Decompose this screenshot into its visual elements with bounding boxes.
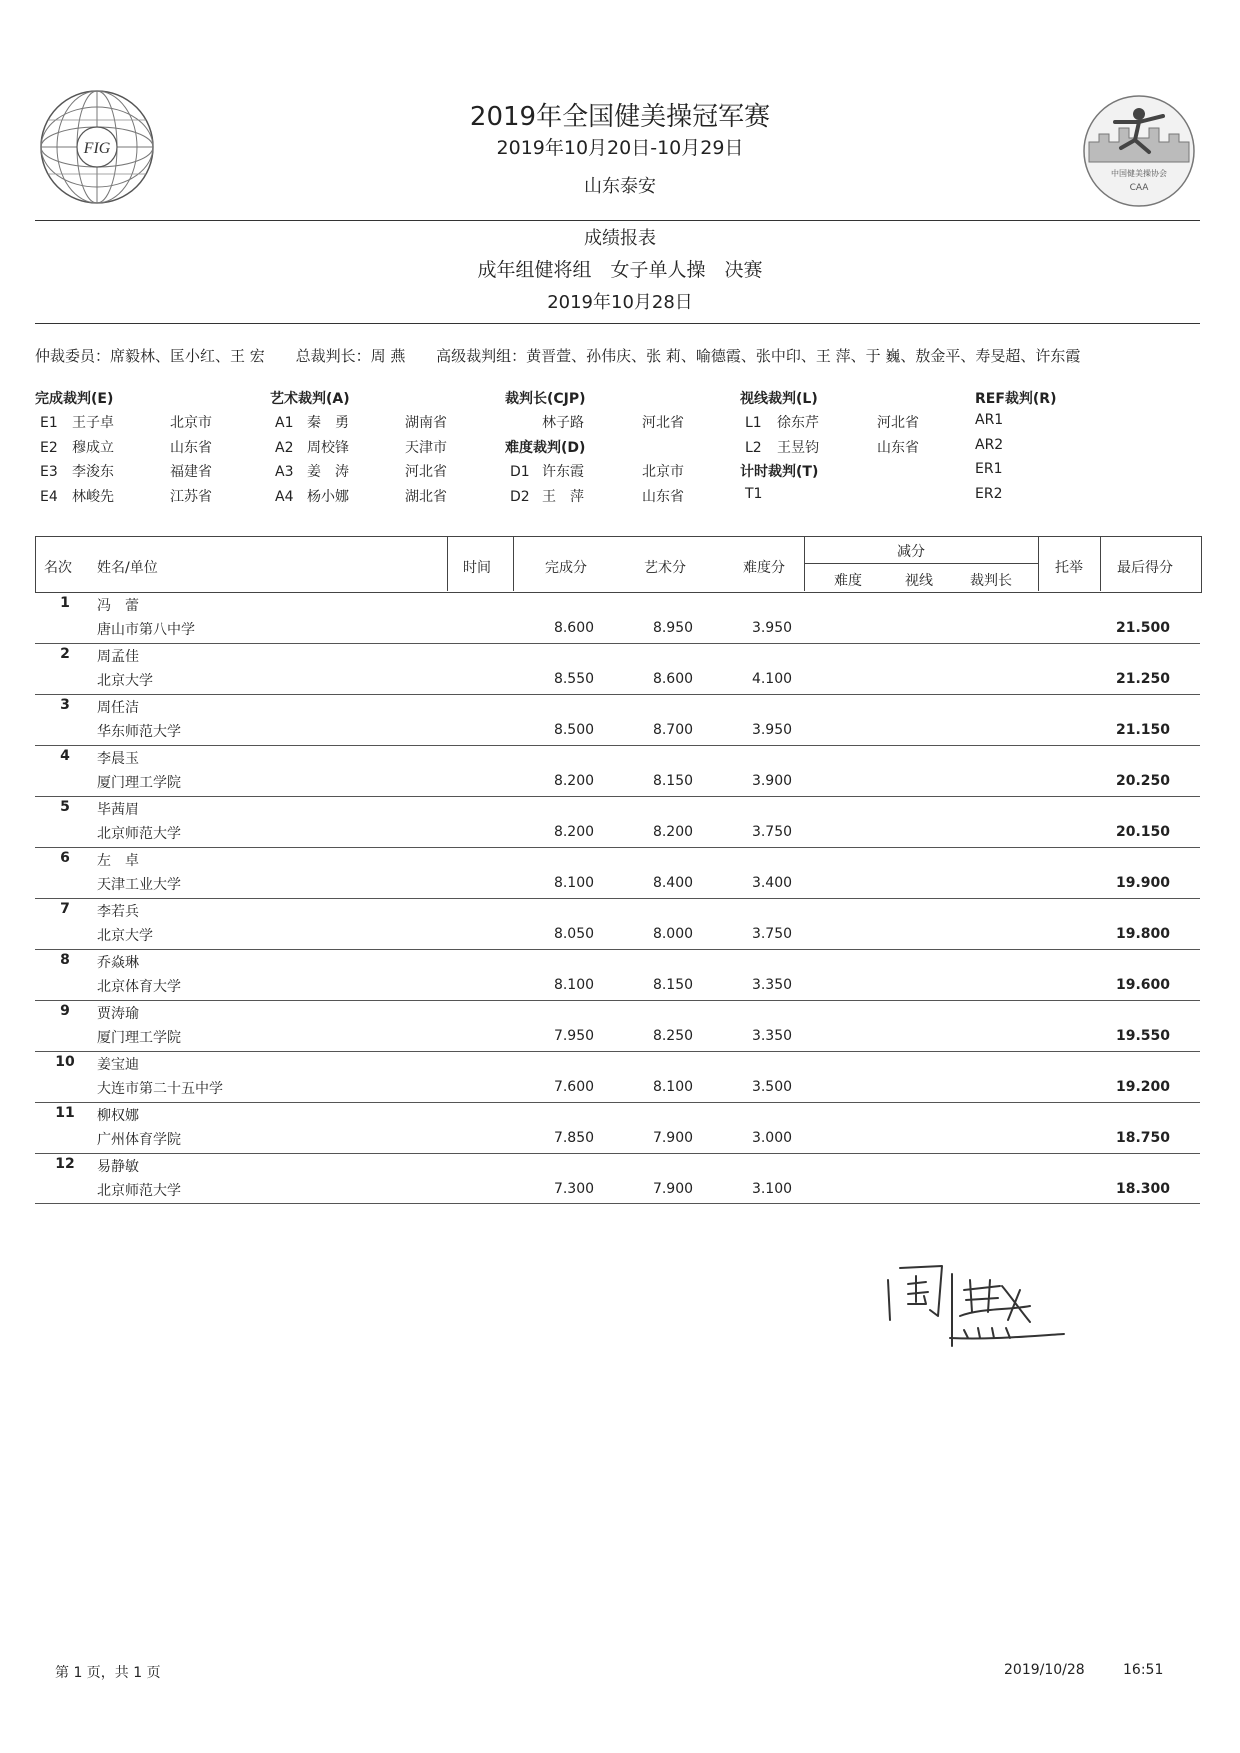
execution-score: 7.600 xyxy=(553,1079,595,1095)
row-divider xyxy=(35,898,1200,899)
header-ded-line: 视线 xyxy=(905,573,933,589)
ref-panel-code: ER1 xyxy=(975,461,1003,477)
execution-score: 7.850 xyxy=(553,1130,595,1146)
execution-score: 8.550 xyxy=(553,671,595,687)
execution-panel-row: E1 王子卓 北京市 xyxy=(40,415,212,431)
rank-cell: 9 xyxy=(60,1003,70,1019)
col-divider xyxy=(1038,536,1039,591)
cjp-name: 林子路 河北省 xyxy=(542,415,684,431)
athlete-name: 贾涛瑜 xyxy=(97,1006,139,1022)
row-divider xyxy=(35,1000,1200,1001)
athlete-unit: 厦门理工学院 xyxy=(97,1030,181,1046)
ref-panel-code: ER2 xyxy=(975,486,1003,502)
athlete-name: 姜宝迪 xyxy=(97,1057,139,1073)
execution-score: 7.950 xyxy=(553,1028,595,1044)
artistic-score: 8.100 xyxy=(652,1079,694,1095)
col-divider xyxy=(513,536,514,591)
header-time: 时间 xyxy=(463,560,491,576)
artistic-score: 8.400 xyxy=(652,875,694,891)
athlete-name: 周任洁 xyxy=(97,700,139,716)
line-panel-label: 视线裁判(L) xyxy=(740,391,818,407)
rank-cell: 2 xyxy=(60,646,70,662)
row-divider xyxy=(35,694,1200,695)
athlete-name: 毕茜眉 xyxy=(97,802,139,818)
time-panel-label: 计时裁判(T) xyxy=(740,464,819,480)
officials-line xyxy=(35,345,1106,366)
rank-cell: 10 xyxy=(55,1054,75,1070)
athlete-unit: 厦门理工学院 xyxy=(97,775,181,791)
rank-cell: 6 xyxy=(60,850,70,866)
artistic-score: 7.900 xyxy=(652,1181,694,1197)
ref-panel-code: AR2 xyxy=(975,437,1004,453)
ref-panel-code: AR1 xyxy=(975,412,1004,428)
artistic-score: 8.250 xyxy=(652,1028,694,1044)
rank-cell: 11 xyxy=(55,1105,75,1121)
execution-score: 8.600 xyxy=(553,620,595,636)
difficulty-score: 3.750 xyxy=(751,926,793,942)
rank-cell: 7 xyxy=(60,901,70,917)
artistic-score: 8.600 xyxy=(652,671,694,687)
final-score: 19.900 xyxy=(1115,875,1171,891)
senior-judges: 高级裁判组：黄晋萱、孙伟庆、张 莉、喻德霞、张中印、王 萍、于 巍、敖金平、寿旻超、许东霞 xyxy=(436,347,1081,365)
final-score: 19.550 xyxy=(1115,1028,1171,1044)
difficulty-score: 3.350 xyxy=(751,1028,793,1044)
fig-logo-text: FIG xyxy=(83,140,111,157)
execution-panel-row: E4 林峻先 江苏省 xyxy=(40,489,212,505)
athlete-unit: 北京师范大学 xyxy=(97,826,181,842)
header-final: 最后得分 xyxy=(1117,560,1173,576)
execution-panel-row: E3 李浚东 福建省 xyxy=(40,464,212,480)
row-divider xyxy=(35,745,1200,746)
artistic-score: 8.700 xyxy=(652,722,694,738)
athlete-name: 柳权娜 xyxy=(97,1108,139,1124)
difficulty-panel-row: D1 许东霞 北京市 xyxy=(510,464,684,480)
final-score: 19.800 xyxy=(1115,926,1171,942)
difficulty-score: 3.350 xyxy=(751,977,793,993)
final-score: 21.250 xyxy=(1115,671,1171,687)
header-divider xyxy=(35,220,1200,221)
execution-score: 8.050 xyxy=(553,926,595,942)
athlete-unit: 北京体育大学 xyxy=(97,979,181,995)
difficulty-panel-row: D2 王 萍 山东省 xyxy=(510,489,684,505)
report-divider xyxy=(35,323,1200,324)
rank-cell: 4 xyxy=(60,748,70,764)
col-divider xyxy=(1100,536,1101,591)
header-ded-cjp: 裁判长 xyxy=(970,573,1012,589)
row-divider xyxy=(35,1051,1200,1052)
athlete-name: 乔焱琳 xyxy=(97,955,139,971)
execution-score: 8.500 xyxy=(553,722,595,738)
row-divider xyxy=(35,796,1200,797)
page-indicator: 第 1 页，共 1 页 xyxy=(55,1665,161,1681)
results-table-header xyxy=(35,536,1202,593)
header-lift: 托举 xyxy=(1055,560,1083,576)
athlete-unit: 天津工业大学 xyxy=(97,877,181,893)
execution-score: 8.200 xyxy=(553,773,595,789)
jury-members: 仲裁委员：席毅林、匡小红、王 宏 xyxy=(35,347,265,365)
execution-panel-row: E2 穆成立 山东省 xyxy=(40,440,212,456)
difficulty-score: 4.100 xyxy=(751,671,793,687)
artistic-panel-row: A3 姜 涛 河北省 xyxy=(275,464,447,480)
final-score: 19.600 xyxy=(1115,977,1171,993)
col-divider xyxy=(447,536,448,591)
event-dates: 2019年10月20日-10月29日 xyxy=(496,137,744,159)
chief-judge: 总裁判长：周 燕 xyxy=(295,347,406,365)
execution-score: 8.100 xyxy=(553,875,595,891)
row-divider xyxy=(35,1203,1200,1204)
difficulty-score: 3.950 xyxy=(751,620,793,636)
final-score: 21.150 xyxy=(1115,722,1171,738)
final-score: 21.500 xyxy=(1115,620,1171,636)
header-execution: 完成分 xyxy=(545,560,587,576)
difficulty-score: 3.100 xyxy=(751,1181,793,1197)
artistic-panel-row: A2 周校锋 天津市 xyxy=(275,440,447,456)
report-subtitle: 成年组健将组 女子单人操 决赛 xyxy=(477,259,763,281)
cjp-panel-label: 裁判长(CJP) xyxy=(505,391,586,407)
athlete-unit: 北京大学 xyxy=(97,928,153,944)
athlete-name: 李若兵 xyxy=(97,904,139,920)
athlete-unit: 唐山市第八中学 xyxy=(97,622,195,638)
header-rank: 名次 xyxy=(44,560,72,576)
difficulty-panel-label: 难度裁判(D) xyxy=(505,440,586,456)
execution-panel-label: 完成裁判(E) xyxy=(35,391,114,407)
header-deduction: 减分 xyxy=(897,544,925,560)
rank-cell: 3 xyxy=(60,697,70,713)
header-name-unit: 姓名/单位 xyxy=(97,560,158,576)
athlete-unit: 大连市第二十五中学 xyxy=(97,1081,223,1097)
artistic-panel-row: A1 秦 勇 湖南省 xyxy=(275,415,447,431)
row-divider xyxy=(35,847,1200,848)
difficulty-score: 3.950 xyxy=(751,722,793,738)
header-ded-difficulty: 难度 xyxy=(834,573,862,589)
difficulty-score: 3.000 xyxy=(751,1130,793,1146)
final-score: 18.750 xyxy=(1115,1130,1171,1146)
athlete-name: 左 卓 xyxy=(97,853,139,869)
caa-logo-text: 中国健美操协会 xyxy=(1111,169,1167,178)
final-score: 20.250 xyxy=(1115,773,1171,789)
difficulty-score: 3.750 xyxy=(751,824,793,840)
difficulty-score: 3.400 xyxy=(751,875,793,891)
athlete-name: 易静敏 xyxy=(97,1159,139,1175)
execution-score: 8.200 xyxy=(553,824,595,840)
rank-cell: 5 xyxy=(60,799,70,815)
final-score: 19.200 xyxy=(1115,1079,1171,1095)
execution-score: 7.300 xyxy=(553,1181,595,1197)
difficulty-score: 3.900 xyxy=(751,773,793,789)
row-divider xyxy=(35,949,1200,950)
artistic-score: 8.000 xyxy=(652,926,694,942)
deduction-subheader-divider xyxy=(804,563,1038,564)
header-artistic: 艺术分 xyxy=(644,560,686,576)
final-score: 18.300 xyxy=(1115,1181,1171,1197)
athlete-unit: 北京师范大学 xyxy=(97,1183,181,1199)
event-title: 2019年全国健美操冠军赛 xyxy=(469,102,771,132)
event-location: 山东泰安 xyxy=(584,176,656,197)
execution-score: 8.100 xyxy=(553,977,595,993)
row-divider xyxy=(35,643,1200,644)
artistic-score: 8.150 xyxy=(652,977,694,993)
artistic-panel-row: A4 杨小娜 湖北省 xyxy=(275,489,447,505)
handwritten-signature xyxy=(880,1250,1070,1360)
row-divider xyxy=(35,1102,1200,1103)
report-title: 成绩报表 xyxy=(584,228,656,249)
time-panel-code: T1 xyxy=(745,486,763,502)
print-time: 16:51 xyxy=(1123,1662,1164,1678)
athlete-unit: 北京大学 xyxy=(97,673,153,689)
final-score: 20.150 xyxy=(1115,824,1171,840)
rank-cell: 1 xyxy=(60,595,70,611)
athlete-name: 周孟佳 xyxy=(97,649,139,665)
row-divider xyxy=(35,1153,1200,1154)
line-panel-row: L2 王昱钧 山东省 xyxy=(745,440,919,456)
athlete-unit: 广州体育学院 xyxy=(97,1132,181,1148)
artistic-score: 7.900 xyxy=(652,1130,694,1146)
caa-logo-abbr: CAA xyxy=(1129,183,1149,193)
rank-cell: 12 xyxy=(55,1156,75,1172)
header-difficulty: 难度分 xyxy=(743,560,785,576)
artistic-score: 8.950 xyxy=(652,620,694,636)
line-panel-row: L1 徐东芹 河北省 xyxy=(745,415,919,431)
artistic-score: 8.200 xyxy=(652,824,694,840)
athlete-unit: 华东师范大学 xyxy=(97,724,181,740)
print-date: 2019/10/28 xyxy=(1004,1662,1085,1678)
athlete-name: 李晨玉 xyxy=(97,751,139,767)
report-date: 2019年10月28日 xyxy=(547,292,693,313)
rank-cell: 8 xyxy=(60,952,70,968)
ref-panel-label: REF裁判(R) xyxy=(975,391,1057,407)
artistic-score: 8.150 xyxy=(652,773,694,789)
artistic-panel-label: 艺术裁判(A) xyxy=(270,391,350,407)
athlete-name: 冯 蕾 xyxy=(97,598,139,614)
difficulty-score: 3.500 xyxy=(751,1079,793,1095)
